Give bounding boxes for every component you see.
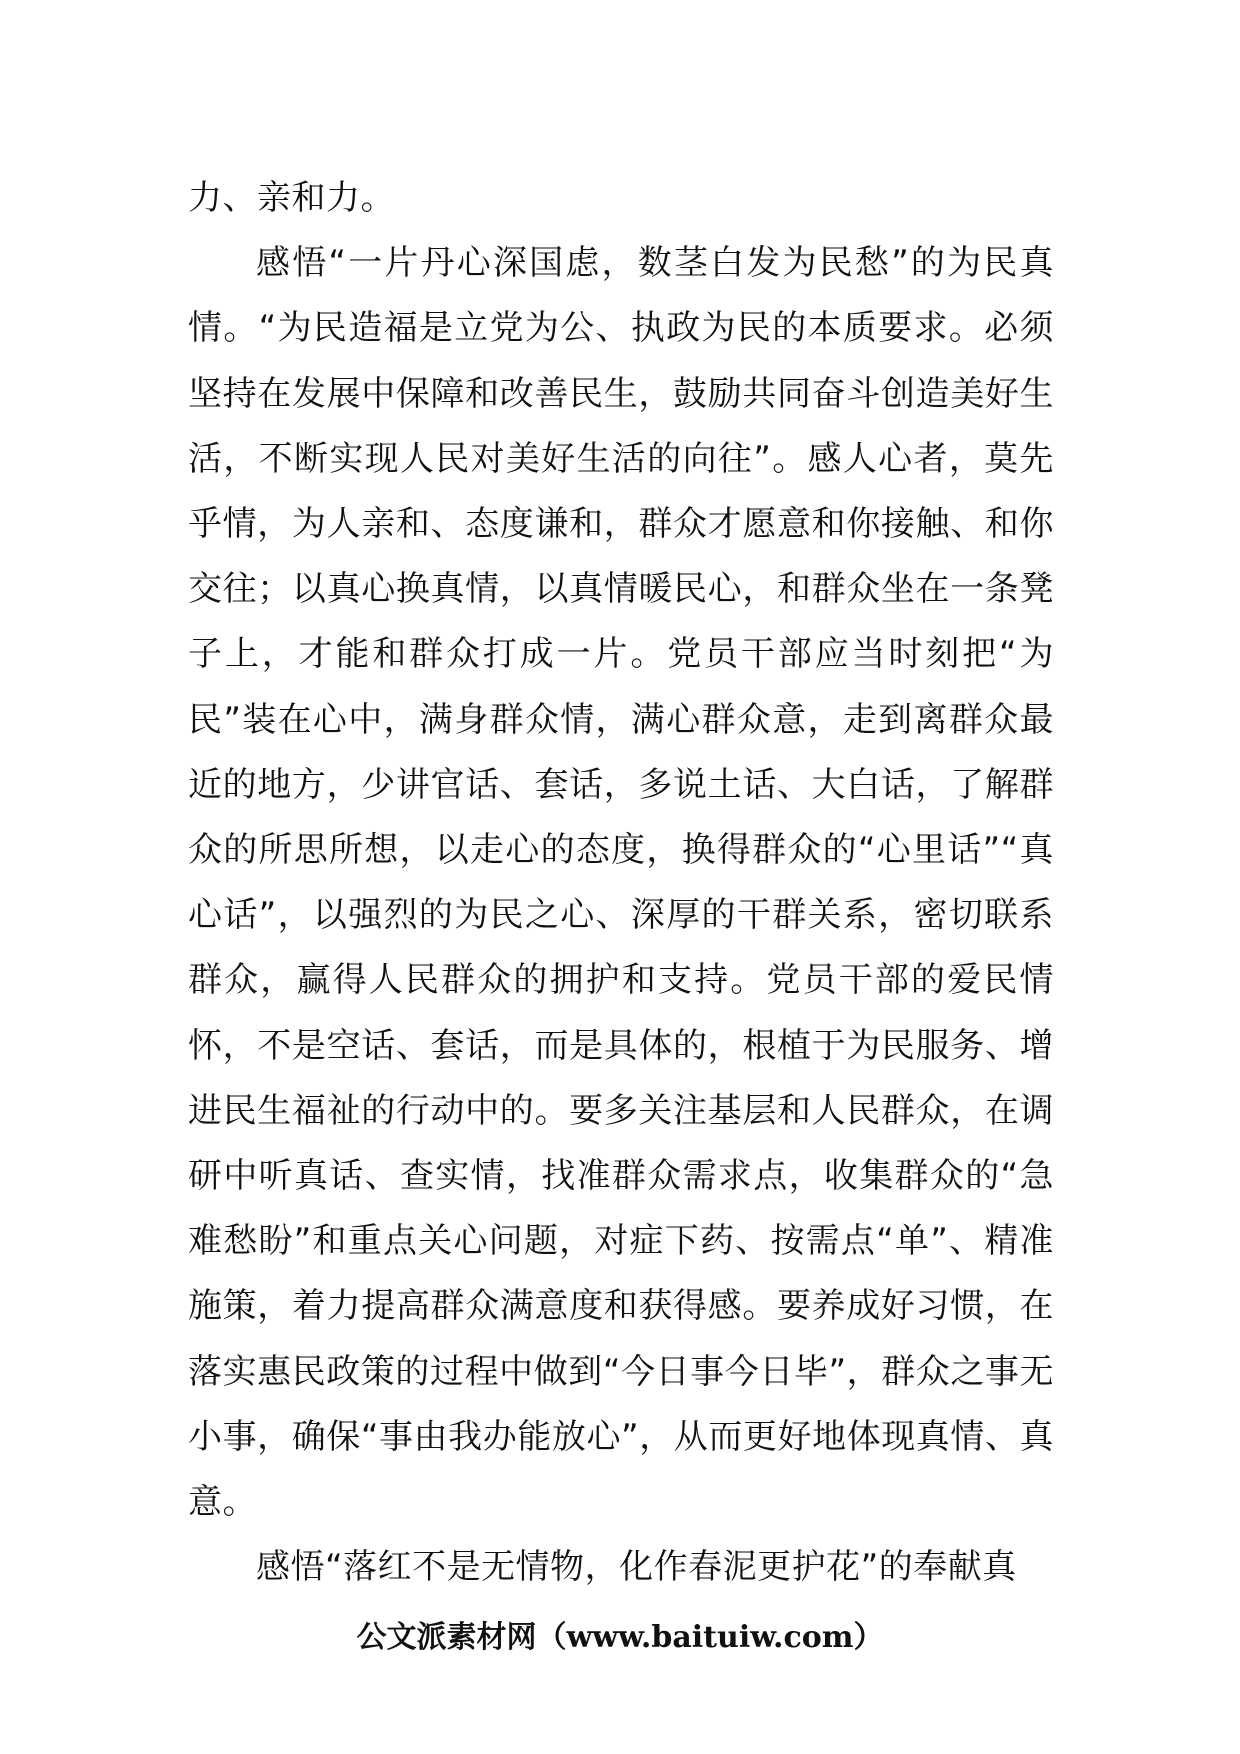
paragraph-3: 感悟“落红不是无情物，化作春泥更护花”的奉献真 — [256, 1547, 1017, 1588]
paragraph-2: 感悟“一片丹心深国虑，数茎白发为民愁”的为民真情。“为民造福是立党为公、执政为民的本质要求。必须坚持在发展中保障和改善民生，鼓励共同奋斗创造美好生活，不断实现人民对美好生活的向往”。感人心者，莫先乎情，为人亲和、态度谦和，群众才愿意和你接触、和你交往；以真心换真情，以真情暖民心，和群众坐在一条凳子上，才能和群众打成一片。党员干部应当时刻把“为民”装在心中，满身群众情，满心群众意，走到离群众最近的地方，少讲官话、套话，多说土话、大白话，了解群众的所思所想，以走心的态度，换得群众的“心里话”“真心话”，以强烈的为民之心、深厚的干群关系，密切联系群众，赢得人民群众的拥护和支持。党员干部的爱民情怀，不是空话、套话，而是具体的，根植于为民服务、增进民生福祉的行动中的。要多关注基层和人民群众，在调研中听真话、查实情，找准群众需求点，收集群众的“急难愁盼”和重点关心问题，对症下药、按需点“单”、精准施策，着力提高群众满意度和获得感。要养成好习惯，在落实惠民政策的过程中做到“今日事今日毕”，群众之事无小事，确保“事由我办能放心”，从而更好地体现真情、真意。 — [188, 243, 1054, 1523]
document-body — [188, 166, 1054, 1600]
page-footer-watermark: 公文派素材网（www.baituiw.com） — [356, 1620, 884, 1655]
paragraph-1: 力、亲和力。 — [188, 178, 395, 218]
